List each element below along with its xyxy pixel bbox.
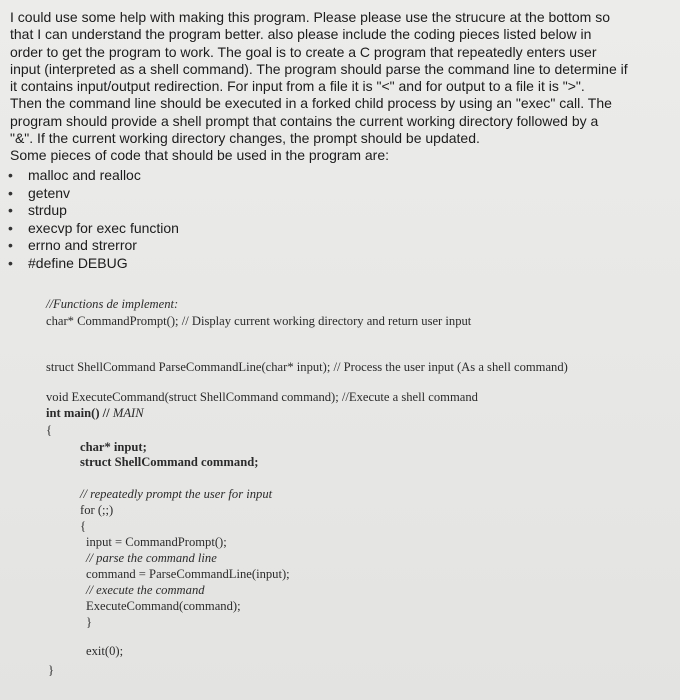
code-brace: }	[48, 663, 55, 677]
list-item-label: strdup	[28, 202, 67, 219]
list-item-label: getenv	[28, 184, 71, 201]
code-comment: // parse the command line	[86, 551, 217, 565]
code-brace: {	[46, 423, 53, 437]
bullet-icon: •	[8, 219, 13, 236]
list-item	[6, 202, 179, 220]
code-line	[46, 405, 144, 421]
intro-line: input (interpreted as a shell command). The program should parse the command line to determine if	[10, 60, 628, 77]
intro-line: program should provide a shell prompt that contains the current working directory followed by a	[10, 112, 599, 129]
bullet-icon: •	[8, 254, 13, 271]
intro-line: that I can understand the program better. also please include the coding pieces listed below in	[10, 26, 592, 43]
intro-paragraph	[10, 9, 672, 165]
intro-line: I could use some help with making this program. Please please use the strucure at the bottom so	[10, 9, 610, 25]
bullet-icon: •	[8, 184, 13, 201]
list-item	[6, 255, 179, 273]
list-item	[6, 237, 179, 255]
code-brace: }	[86, 615, 93, 629]
code-line: input = CommandPrompt();	[86, 535, 227, 549]
code-line: char* CommandPrompt(); // Display current working directory and return user input	[46, 314, 472, 328]
code-brace: {	[80, 519, 87, 533]
main-comment: MAIN	[112, 406, 144, 420]
list-item	[6, 185, 179, 203]
code-comment: // execute the command	[86, 583, 205, 597]
intro-line: "&". If the current working directory changes, the prompt should be updated.	[10, 130, 480, 147]
bullet-icon: •	[8, 237, 13, 254]
code-line: struct ShellCommand ParseCommandLine(char* input); // Process the user input (As a shell command)	[46, 360, 568, 374]
code-line: exit(0);	[86, 644, 124, 658]
code-line: for (;;)	[80, 503, 114, 517]
code-line: void ExecuteCommand(struct ShellCommand command); //Execute a shell command	[46, 390, 478, 404]
intro-line: Then the command line should be executed in a forked child process by using an "exec" call. The	[10, 95, 612, 112]
list-item-label: malloc and realloc	[28, 167, 141, 183]
intro-line: it contains input/output redirection. For input from a file it is "<" and for output to a file it is ">".	[10, 78, 585, 95]
code-line: ExecuteCommand(command);	[86, 599, 241, 613]
bullet-icon: •	[8, 202, 13, 219]
requirements-list	[6, 167, 179, 273]
list-item	[6, 167, 179, 185]
code-comment: //Functions de implement:	[46, 297, 179, 311]
code-line: struct ShellCommand command;	[80, 455, 259, 469]
code-comment: // repeatedly prompt the user for input	[80, 487, 273, 501]
list-item-label: #define DEBUG	[28, 254, 128, 271]
intro-line: Some pieces of code that should be used in the program are:	[10, 147, 390, 164]
intro-line: order to get the program to work. The goal is to create a C program that repeatedly enters user	[10, 43, 597, 60]
code-line: command = ParseCommandLine(input);	[86, 567, 290, 581]
code-line: char* input;	[80, 440, 147, 454]
list-item-label: execvp for exec function	[28, 219, 179, 236]
main-declaration: int main() //	[46, 406, 113, 420]
bullet-icon: •	[8, 167, 13, 183]
list-item-label: errno and strerror	[28, 237, 137, 254]
list-item	[6, 220, 179, 238]
